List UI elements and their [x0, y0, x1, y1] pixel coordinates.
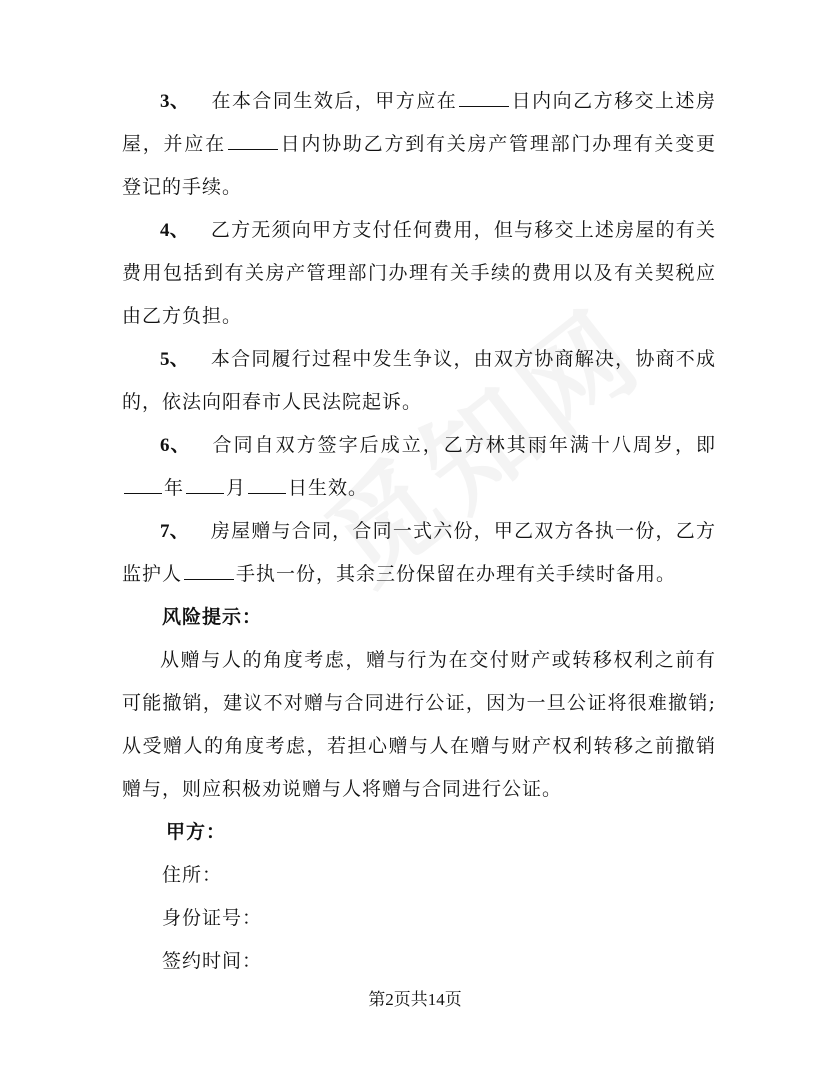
clause-text: 日生效。	[288, 477, 369, 499]
clause-5	[122, 338, 716, 424]
id-number-label: 身份证号：	[162, 907, 263, 929]
clause-text: 本合同履行过程中发生争议，由双方协商解决，协商不成的，依法向阳春市人民法院起诉。	[122, 348, 716, 413]
blank-line	[184, 559, 234, 580]
address-label: 住所：	[162, 864, 223, 886]
clause-6	[122, 424, 716, 510]
clause-number: 4、	[160, 220, 189, 241]
clause-number: 5、	[160, 349, 189, 370]
clause-text: 月	[226, 477, 247, 499]
clause-text: 房屋赠与合同，合同一式六份，甲乙双方各执一份，乙方监护人	[122, 520, 716, 585]
clause-text: 年	[164, 477, 185, 499]
page-number: 第2页共14页	[368, 990, 462, 1009]
blank-line	[459, 86, 509, 107]
clause-text: 日内协助乙方到有关房产管理部门办理有关变更登记的手续。	[122, 133, 716, 198]
blank-line	[124, 473, 162, 494]
clause-text: 合同自双方签字后成立，乙方林其雨年满十八周岁，即	[212, 434, 716, 456]
risk-text: 从赠与人的角度考虑，赠与行为在交付财产或转移权利之前有可能撤销，建议不对赠与合同进行公证，因为一旦公证将很难撤销;从受赠人的角度考虑，若担心赠与人在赠与财产权利转移之前撤销赠与，则应积极劝说赠与人将赠与合同进行公证。	[122, 649, 716, 800]
clause-text: 乙方无须向甲方支付任何费用，但与移交上述房屋的有关费用包括到有关房产管理部门办理有关手续的费用以及有关契税应由乙方负担。	[122, 219, 716, 327]
clause-text: 日内向乙方移交上述房屋，并应在	[122, 90, 716, 155]
clause-text: 手执一份，其余三份保留在办理有关手续时备用。	[236, 563, 677, 585]
clause-7	[122, 510, 716, 596]
sign-time-label: 签约时间：	[162, 950, 263, 972]
clause-number: 6、	[160, 435, 191, 456]
clause-text: 在本合同生效后，甲方应在	[211, 90, 458, 112]
party-a-heading: 甲方：	[166, 821, 227, 843]
clause-number: 3、	[160, 91, 190, 112]
document-body	[122, 80, 716, 983]
risk-heading: 风险提示：	[162, 606, 263, 628]
blank-line	[248, 473, 286, 494]
clause-3	[122, 80, 716, 209]
blank-line	[228, 129, 278, 150]
blank-line	[186, 473, 224, 494]
clause-4	[122, 209, 716, 338]
clause-number: 7、	[160, 521, 189, 542]
